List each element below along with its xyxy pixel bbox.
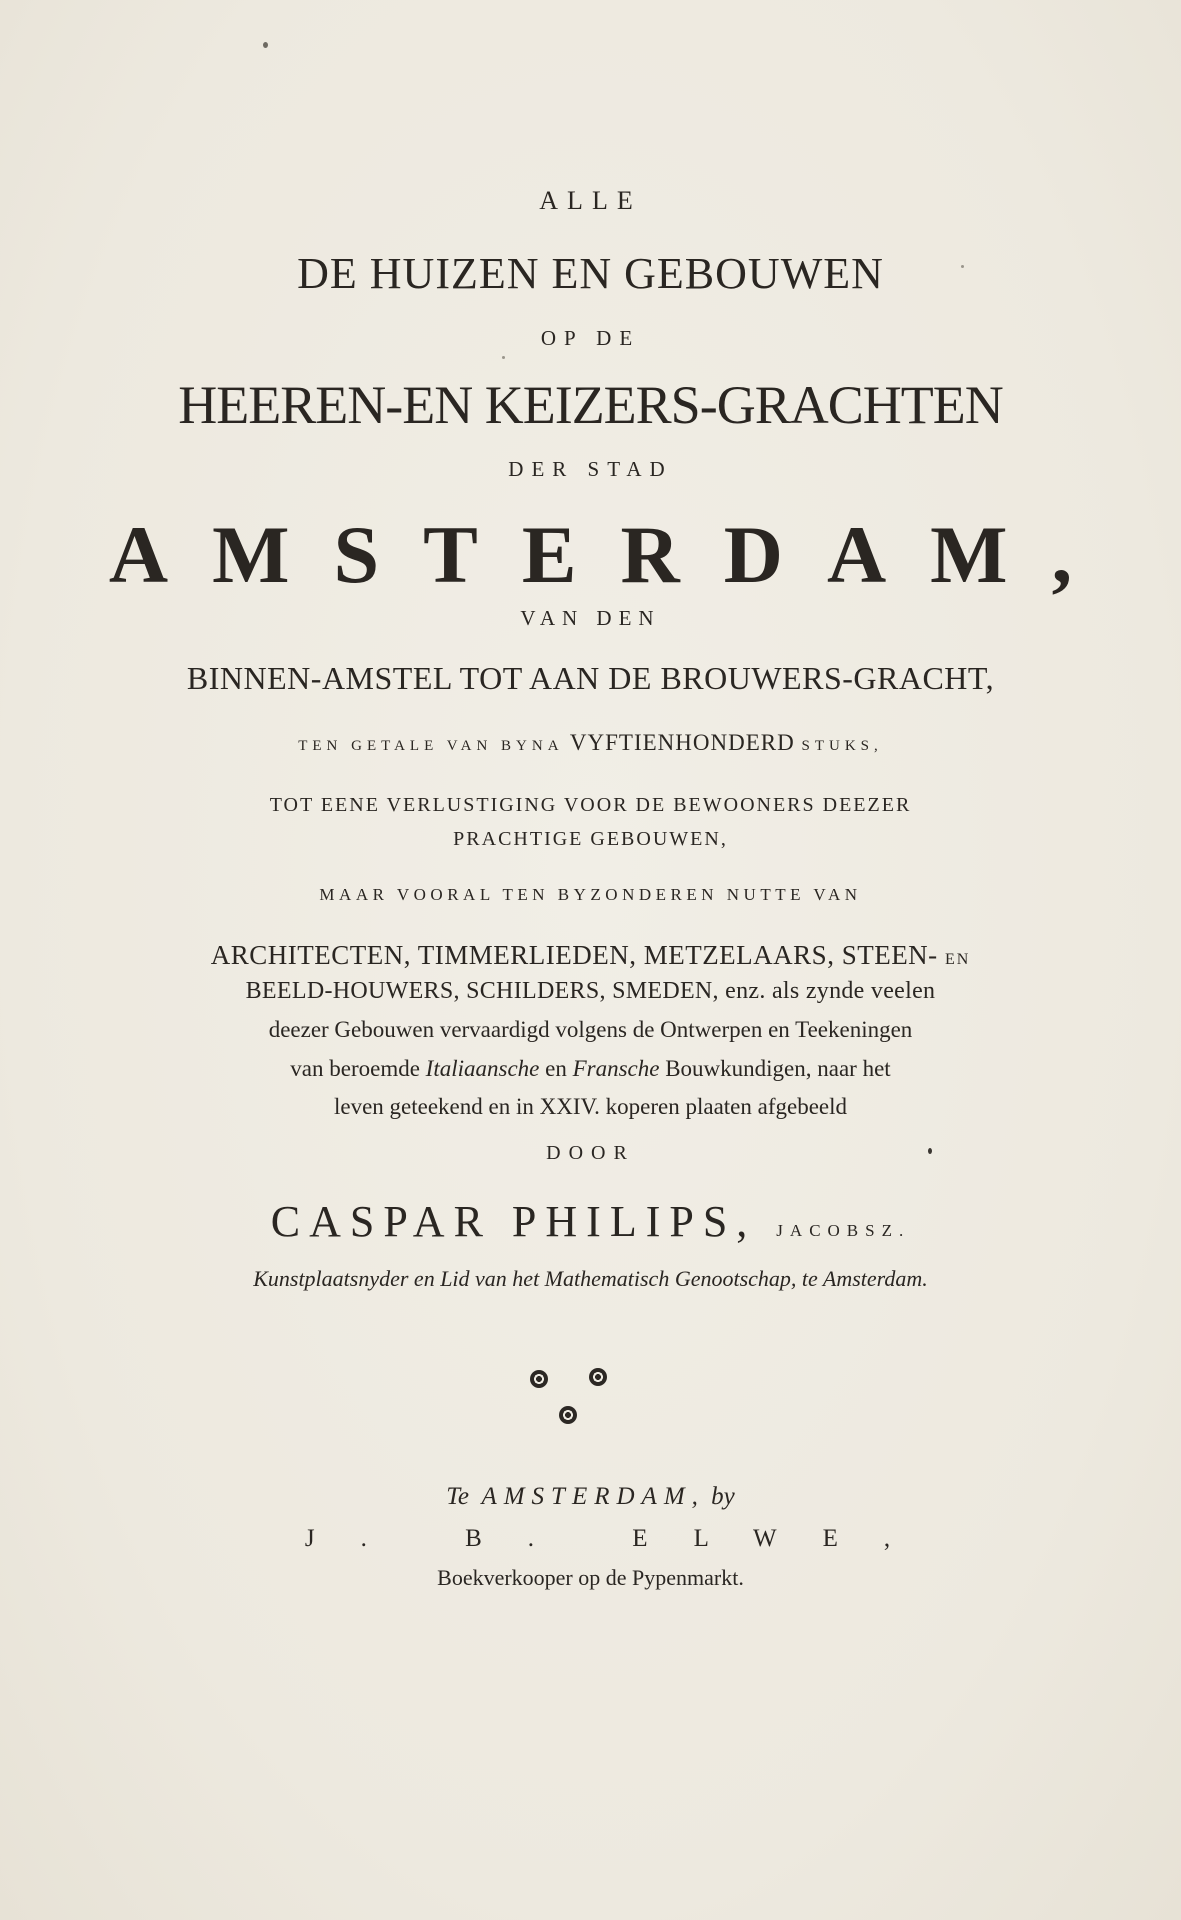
getale-prefix: TEN GETALE VAN BYNA bbox=[298, 738, 564, 754]
trades-list: ARCHITECTEN, TIMMERLIEDEN, METZELAARS, STEEN- bbox=[210, 940, 938, 970]
trades-en: EN bbox=[944, 951, 971, 968]
paper-spot bbox=[263, 42, 268, 48]
imprint-by: by bbox=[711, 1483, 735, 1510]
door-label: DOOR bbox=[546, 1142, 635, 1164]
title-amsterdam: AMSTERDAM, bbox=[108, 509, 1117, 600]
publisher-role: Boekverkooper op de Pypenmarkt. bbox=[437, 1565, 744, 1590]
subtitle-maar: MAAR VOORAL TEN BYZONDEREN NUTTE VAN bbox=[319, 885, 862, 904]
ink-dot bbox=[928, 1148, 932, 1154]
imprint-city: AMSTERDAM, bbox=[481, 1483, 705, 1510]
trades-line-2: BEELD-HOUWERS, SCHILDERS, SMEDEN, enz. als zynde veelen bbox=[245, 978, 936, 1004]
french-word: Fransche bbox=[572, 1056, 660, 1081]
title-van-den: VAN DEN bbox=[520, 606, 661, 630]
fleuron-ornament bbox=[559, 1406, 577, 1424]
fleuron-ornament bbox=[589, 1368, 607, 1386]
trades-line-3: deezer Gebouwen vervaardigd volgens de Ontwerpen en Teekeningen bbox=[268, 1017, 913, 1042]
author-name: CASPAR PHILIPS, bbox=[270, 1197, 757, 1246]
trades-line-4 bbox=[0, 1056, 1181, 1082]
title-op-de: OP DE bbox=[540, 326, 641, 350]
title-der-stad: DER STAD bbox=[508, 457, 673, 481]
trades-line-1 bbox=[0, 940, 1181, 971]
italian-word: Italiaansche bbox=[425, 1056, 540, 1081]
subtitle-line-2: PRACHTIGE GEBOUWEN, bbox=[453, 828, 728, 850]
title-alle: ALLE bbox=[539, 186, 642, 215]
getale-number: VYFTIENHONDERD bbox=[569, 730, 795, 755]
trades-line-5: leven geteekend en in XXIV. koperen plaaten afgebeeld bbox=[333, 1094, 848, 1119]
trades-text: Bouwkundigen, naar het bbox=[659, 1056, 891, 1081]
publisher-name: J. B. ELWE, bbox=[304, 1525, 937, 1552]
title-heeren: HEEREN-EN KEIZERS-GRACHTEN bbox=[178, 375, 1003, 435]
author-suffix: JACOBSZ. bbox=[776, 1221, 911, 1240]
subtitle-line-1: TOT EENE VERLUSTIGING VOOR DE BEWOONERS DEEZER bbox=[269, 794, 912, 816]
trades-text: van beroemde bbox=[290, 1056, 426, 1081]
getale-suffix: STUKS, bbox=[801, 738, 883, 754]
author-line bbox=[0, 1196, 1181, 1247]
title-binnen-amstel: BINNEN-AMSTEL TOT AAN DE BROUWERS-GRACHT, bbox=[186, 660, 995, 696]
trades-text: en bbox=[539, 1056, 573, 1081]
paper-spot bbox=[502, 356, 505, 359]
author-role: Kunstplaatsnyder en Lid van het Mathematisch Genootschap, te Amsterdam. bbox=[253, 1266, 928, 1291]
title-getale bbox=[0, 730, 1181, 756]
title-huizen: DE HUIZEN EN GEBOUWEN bbox=[297, 249, 884, 298]
fleuron-ornament bbox=[530, 1370, 548, 1388]
imprint-te: Te bbox=[446, 1483, 469, 1510]
imprint-line bbox=[0, 1483, 1181, 1511]
